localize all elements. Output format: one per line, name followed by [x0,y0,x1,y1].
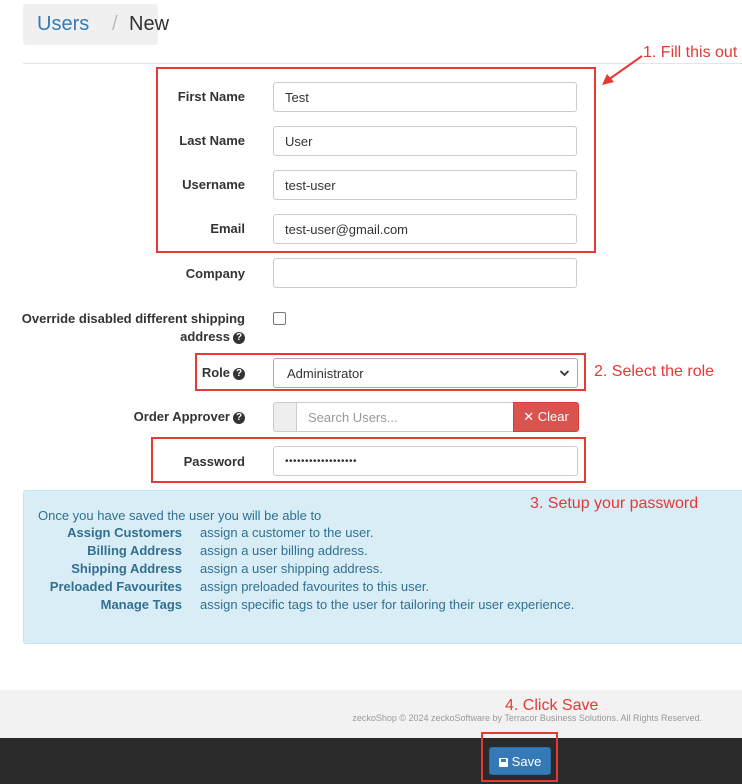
email-label: Email [210,221,245,236]
first-name-field[interactable]: Test [273,82,577,112]
override-shipping-label-line2: address [180,329,230,344]
times-icon: ✕ [523,409,535,424]
question-circle-icon[interactable]: ? [233,412,245,424]
username-field[interactable]: test-user [273,170,577,200]
order-approver-addon [273,402,296,432]
last-name-label: Last Name [179,133,245,148]
password-field[interactable]: •••••••••••••••••• [273,446,578,476]
password-label: Password [183,454,245,469]
company-field[interactable] [273,258,577,288]
order-approver-label [134,409,245,424]
question-circle-icon[interactable]: ? [233,368,245,380]
annotation-box-step4 [481,732,558,782]
info-desc: assign a user billing address. [200,543,368,558]
info-intro: Once you have saved the user you will be able to [38,508,322,523]
order-approver-search-input[interactable]: Search Users... [296,402,514,432]
info-term: Preloaded Favourites [49,579,182,594]
save-button-label: Save [511,754,542,769]
override-shipping-label-line1: Override disabled different shipping [21,311,245,326]
annotation-step3: 3. Setup your password [530,495,699,512]
info-panel [23,490,742,644]
info-term: Shipping Address [71,561,182,576]
info-desc: assign a user shipping address. [200,561,383,576]
info-desc: assign preloaded favourites to this user. [200,579,430,594]
annotation-arrow [598,52,648,92]
info-desc: assign a customer to the user. [200,525,374,540]
footer-copyright: zeckoShop © 2024 zeckoSoftware by Terracor Business Solutions. All Rights Reserved. [352,713,702,723]
order-approver-label-text: Order Approver [133,409,230,424]
email-field[interactable]: test-user@gmail.com [273,214,577,244]
annotation-step1: 1. Fill this out [643,44,738,61]
info-term: Assign Customers [67,525,182,540]
annotation-step2: 2. Select the role [594,363,715,380]
clear-button[interactable] [513,402,579,432]
breadcrumb-users-link[interactable]: Users [37,13,90,35]
override-shipping-checkbox[interactable] [273,312,286,325]
role-select-value: Administrator [287,366,364,381]
breadcrumb-current: New [129,13,170,35]
username-label: Username [182,177,245,192]
info-desc: assign specific tags to the user for tailoring their user experience. [200,597,575,612]
first-name-label: First Name [177,89,245,104]
last-name-field[interactable]: User [273,126,577,156]
override-shipping-label [22,310,245,346]
role-label-text: Role [201,365,230,380]
bottom-action-bar [0,738,742,784]
breadcrumb [23,4,170,45]
info-term: Manage Tags [100,597,182,612]
info-term: Billing Address [87,543,182,558]
annotation-box-step1 [156,67,596,253]
question-circle-icon[interactable]: ? [233,332,245,344]
annotation-box-step3 [151,437,586,483]
clear-button-label: Clear [537,409,569,424]
breadcrumb-separator: / [112,13,118,35]
annotation-box-step2 [195,353,586,391]
annotation-step4: 4. Click Save [505,697,599,714]
company-label: Company [185,266,245,281]
